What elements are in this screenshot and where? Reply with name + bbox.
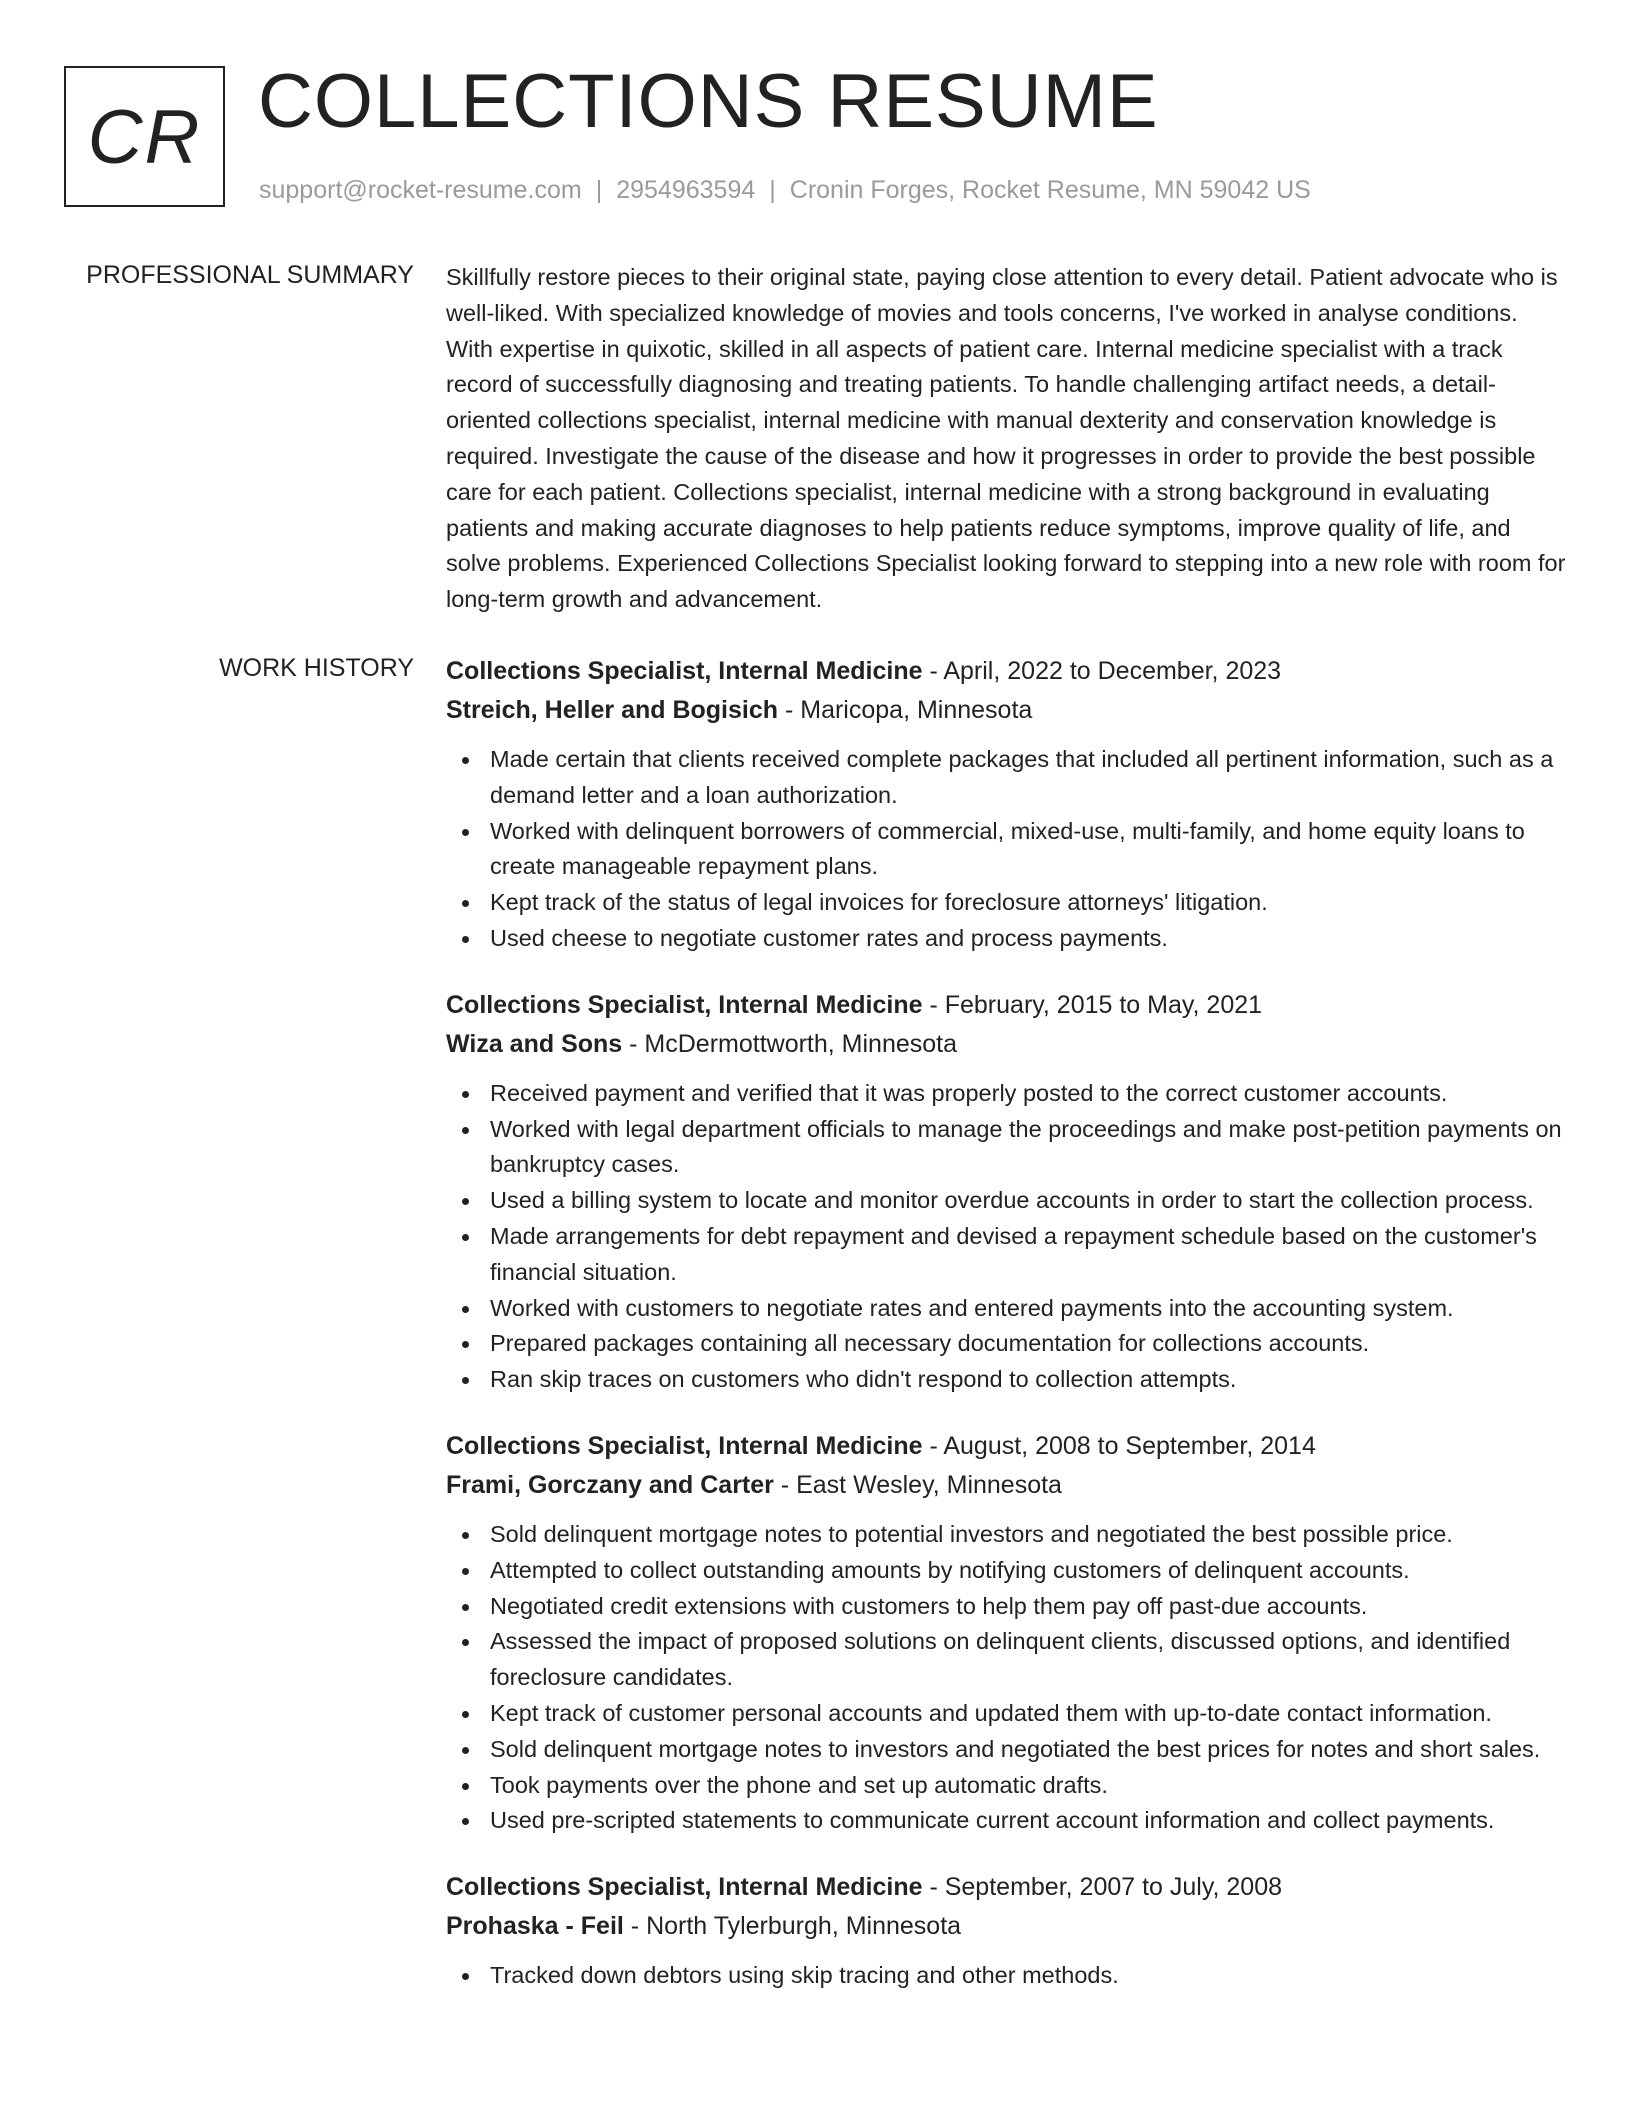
job-entry <box>446 986 1566 1398</box>
job-bullet: Kept track of customer personal accounts and updated them with up-to-date contact information. <box>490 1696 1566 1732</box>
summary-text: Skillfully restore pieces to their original state, paying close attention to every detail. Patient advocate who is well-liked. With specialized knowledge of movies and tools concerns, I've worked in analyse conditions. With expertise in quixotic, skilled in all aspects of patient care. Internal medicine specialist with a track record of successfully diagnosing and treating patients. To handle challenging artifact needs, a detail-oriented collections specialist, internal medicine with manual dexterity and conservation knowledge is required. Investigate the cause of the disease and how it progresses in order to provide the best possible care for each patient. Collections specialist, internal medicine with a strong background in evaluating patients and making accurate diagnoses to help patients reduce symptoms, improve quality of life, and solve problems. Experienced Collections Specialist looking forward to stepping into a new role with room for long-term growth and advancement. <box>446 264 1566 613</box>
work-history-list <box>446 652 1566 2023</box>
job-bullet: Negotiated credit extensions with customers to help them pay off past-due accounts. <box>490 1589 1566 1625</box>
job-bullets <box>446 1076 1566 1398</box>
job-title-line <box>446 1427 1566 1466</box>
contact-separator: | <box>595 176 603 204</box>
job-title: Collections Specialist, Internal Medicine <box>446 1873 923 1902</box>
job-bullet: Sold delinquent mortgage notes to potential investors and negotiated the best possible price. <box>490 1517 1566 1553</box>
job-bullet: Tracked down debtors using skip tracing and other methods. <box>490 1958 1566 1994</box>
job-title: Collections Specialist, Internal Medicine <box>446 657 923 685</box>
job-location: - McDermottworth, Minnesota <box>622 1029 958 1058</box>
work-history-heading: WORK HISTORY <box>219 654 414 682</box>
job-company-line <box>446 1907 1566 1946</box>
job-location: - Maricopa, Minnesota <box>778 696 1033 724</box>
job-bullet: Made certain that clients received complete packages that included all pertinent information, such as a demand letter and a loan authorization. <box>490 742 1566 814</box>
job-bullet: Used pre-scripted statements to communicate current account information and collect payments. <box>490 1803 1566 1839</box>
job-bullet: Attempted to collect outstanding amounts by notifying customers of delinquent accounts. <box>490 1553 1566 1589</box>
contact-separator: | <box>769 176 776 204</box>
job-bullet: Worked with legal department officials to manage the proceedings and make post-petition payments on bankruptcy cases. <box>490 1112 1566 1184</box>
job-company: Streich, Heller and Bogisich <box>446 696 779 724</box>
job-bullets <box>446 1958 1566 1994</box>
job-title: Collections Specialist, Internal Medicine <box>446 1431 923 1460</box>
job-dates: - April, 2022 to December, 2023 <box>922 657 1282 685</box>
job-dates: - February, 2015 to May, 2021 <box>922 990 1263 1019</box>
job-bullet: Assessed the impact of proposed solutions on delinquent clients, discussed options, and identified foreclosure candidates. <box>490 1624 1566 1696</box>
job-dates: - August, 2008 to September, 2014 <box>922 1431 1316 1460</box>
job-location: - East Wesley, Minnesota <box>773 1470 1062 1499</box>
summary-heading: PROFESSIONAL SUMMARY <box>86 261 414 289</box>
job-bullet: Ran skip traces on customers who didn't respond to collection attempts. <box>490 1362 1566 1398</box>
job-bullets <box>446 1517 1566 1839</box>
contact-line <box>259 174 1311 206</box>
job-entry <box>446 652 1566 957</box>
job-location: - North Tylerburgh, Minnesota <box>623 1912 962 1941</box>
job-company-line <box>446 1025 1566 1064</box>
job-bullet: Used cheese to negotiate customer rates and process payments. <box>490 921 1566 957</box>
job-bullet: Took payments over the phone and set up automatic drafts. <box>490 1768 1566 1804</box>
page-title: COLLECTIONS RESUME <box>258 59 1159 144</box>
job-bullet: Kept track of the status of legal invoices for foreclosure attorneys' litigation. <box>490 885 1566 921</box>
job-title-line <box>446 652 1566 691</box>
job-bullet: Prepared packages containing all necessary documentation for collections accounts. <box>490 1326 1566 1362</box>
job-title: Collections Specialist, Internal Medicine <box>446 990 923 1019</box>
contact-address: Cronin Forges, Rocket Resume, MN 59042 US <box>789 176 1311 204</box>
job-company: Prohaska - Feil <box>446 1912 624 1941</box>
job-company-line <box>446 1466 1566 1505</box>
job-bullets <box>446 742 1566 957</box>
job-bullet: Received payment and verified that it was properly posted to the correct customer accounts. <box>490 1076 1566 1112</box>
job-entry <box>446 1427 1566 1839</box>
job-title-line <box>446 986 1566 1025</box>
job-company: Wiza and Sons <box>446 1029 623 1058</box>
job-title-line <box>446 1868 1566 1907</box>
job-bullet: Used a billing system to locate and monitor overdue accounts in order to start the collection process. <box>490 1183 1566 1219</box>
job-bullet: Worked with delinquent borrowers of commercial, mixed-use, multi-family, and home equity loans to create manageable repayment plans. <box>490 814 1566 886</box>
job-bullet: Worked with customers to negotiate rates and entered payments into the accounting system. <box>490 1291 1566 1327</box>
job-entry <box>446 1868 1566 1994</box>
job-bullet: Sold delinquent mortgage notes to investors and negotiated the best prices for notes and short sales. <box>490 1732 1566 1768</box>
job-bullet: Made arrangements for debt repayment and devised a repayment schedule based on the customer's financial situation. <box>490 1219 1566 1291</box>
monogram-box <box>64 66 225 207</box>
contact-phone: 2954963594 <box>616 176 756 204</box>
job-dates: - September, 2007 to July, 2008 <box>922 1873 1283 1902</box>
job-company: Frami, Gorczany and Carter <box>446 1470 774 1499</box>
monogram-initials: CR <box>87 94 202 180</box>
job-company-line <box>446 691 1566 730</box>
contact-email: support@rocket-resume.com <box>259 176 582 204</box>
